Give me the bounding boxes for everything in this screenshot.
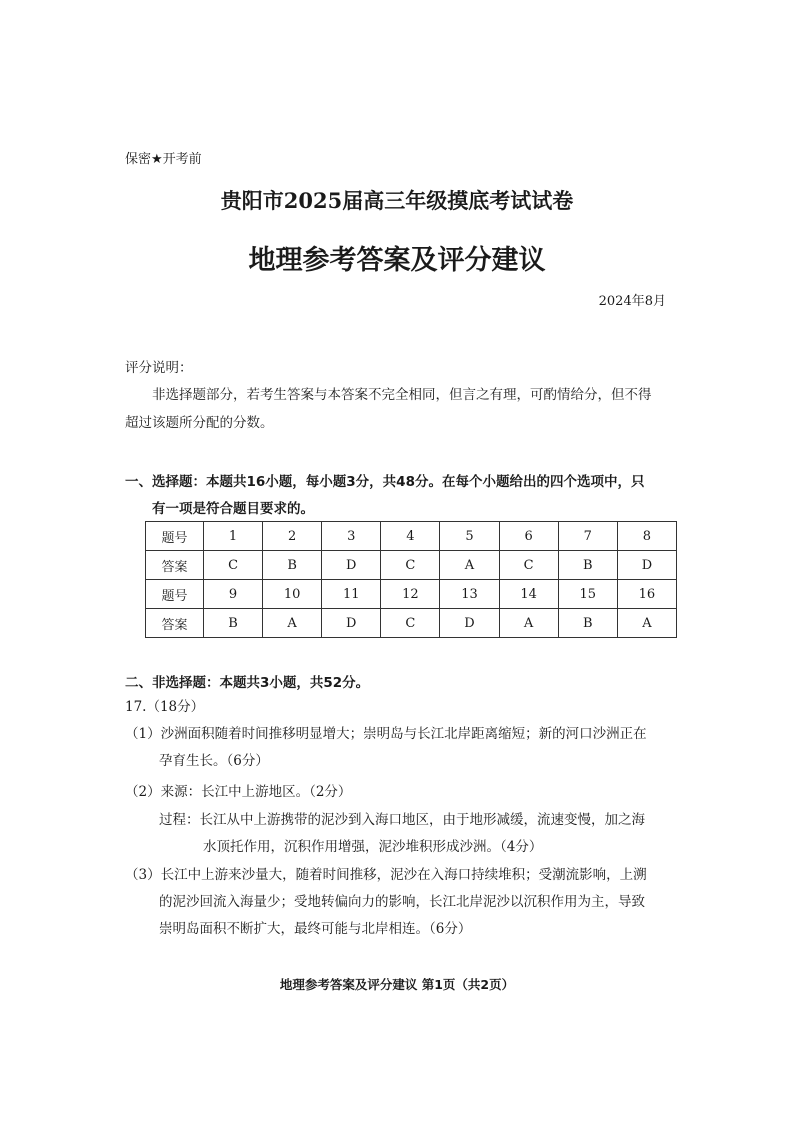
row-label: 题号 [146,522,204,551]
table-cell: C [499,551,558,580]
answer-3-line1: （3）长江中上游来沙量大，随着时间推移，泥沙在入海口持续堆积；受潮流影响，上溯 [125,867,647,883]
table-cell: A [617,609,676,638]
table-cell: 12 [381,580,440,609]
table-cell: A [263,609,322,638]
table-row [146,580,677,609]
answer-3-line2: 的泥沙回流入海量少；受地转偏向力的影响，长江北岸泥沙以沉积作用为主，导致 [159,894,645,910]
table-cell: C [381,609,440,638]
table-cell: C [204,551,263,580]
table-cell: 2 [263,522,322,551]
table-cell: D [322,551,381,580]
table-cell: 11 [322,580,381,609]
grading-text-line1: 非选择题部分，若考生答案与本答案不完全相同，但言之有理，可酌情给分，但不得 [152,387,652,403]
table-cell: 7 [558,522,617,551]
answer-2-line2: 过程：长江从中上游携带的泥沙到入海口地区，由于地形减缓，流速变慢，加之海 [159,812,645,828]
table-cell: 15 [558,580,617,609]
table-cell: 16 [617,580,676,609]
table-cell: 13 [440,580,499,609]
table-cell: 4 [381,522,440,551]
section2-title: 二、非选择题：本题共3小题，共52分。 [125,675,370,691]
table-cell: 8 [617,522,676,551]
table-cell: 14 [499,580,558,609]
table-cell: D [617,551,676,580]
table-cell: A [499,609,558,638]
answer-2-line1: （2）来源：长江中上游地区。（2分） [125,784,352,800]
answer-3-line3: 崇明岛面积不断扩大，最终可能与北岸相连。（6分） [159,921,472,937]
table-cell: 5 [440,522,499,551]
table-cell: B [558,609,617,638]
table-cell: 1 [204,522,263,551]
table-row [146,551,677,580]
answer-1-line1: （1）沙洲面积随着时间推移明显增大；崇明岛与长江北岸距离缩短；新的河口沙洲正在 [125,726,647,742]
grading-text-line2: 超过该题所分配的分数。 [125,415,274,431]
section1-title-line2: 有一项是符合题目要求的。 [152,501,314,517]
grading-label: 评分说明： [125,360,193,376]
table-cell: 10 [263,580,322,609]
table-cell: 6 [499,522,558,551]
table-cell: D [440,609,499,638]
table-cell: B [558,551,617,580]
row-label: 题号 [146,580,204,609]
table-cell: B [263,551,322,580]
row-label: 答案 [146,551,204,580]
table-row [146,609,677,638]
exam-title: 贵阳市2025届高三年级摸底考试试卷 [220,188,574,213]
table-cell: 9 [204,580,263,609]
table-cell: B [204,609,263,638]
page-footer: 地理参考答案及评分建议 第1页（共2页） [279,977,515,992]
answer-1-line2: 孕育生长。（6分） [159,753,269,769]
confidential-mark: 保密★开考前 [125,152,202,167]
row-label: 答案 [146,609,204,638]
table-cell: 3 [322,522,381,551]
date: 2024年8月 [598,294,666,309]
table-cell: A [440,551,499,580]
answer-table [145,521,677,638]
table-cell: C [381,551,440,580]
q17-header: 17.（18分） [125,699,205,715]
table-row [146,522,677,551]
page-title: 地理参考答案及评分建议 [248,245,546,276]
answer-2-line3: 水顶托作用，沉积作用增强，泥沙堆积形成沙洲。（4分） [203,839,543,855]
section1-title-line1: 一、选择题：本题共16小题，每小题3分，共48分。在每个小题给出的四个选项中，只 [125,474,645,490]
table-cell: D [322,609,381,638]
